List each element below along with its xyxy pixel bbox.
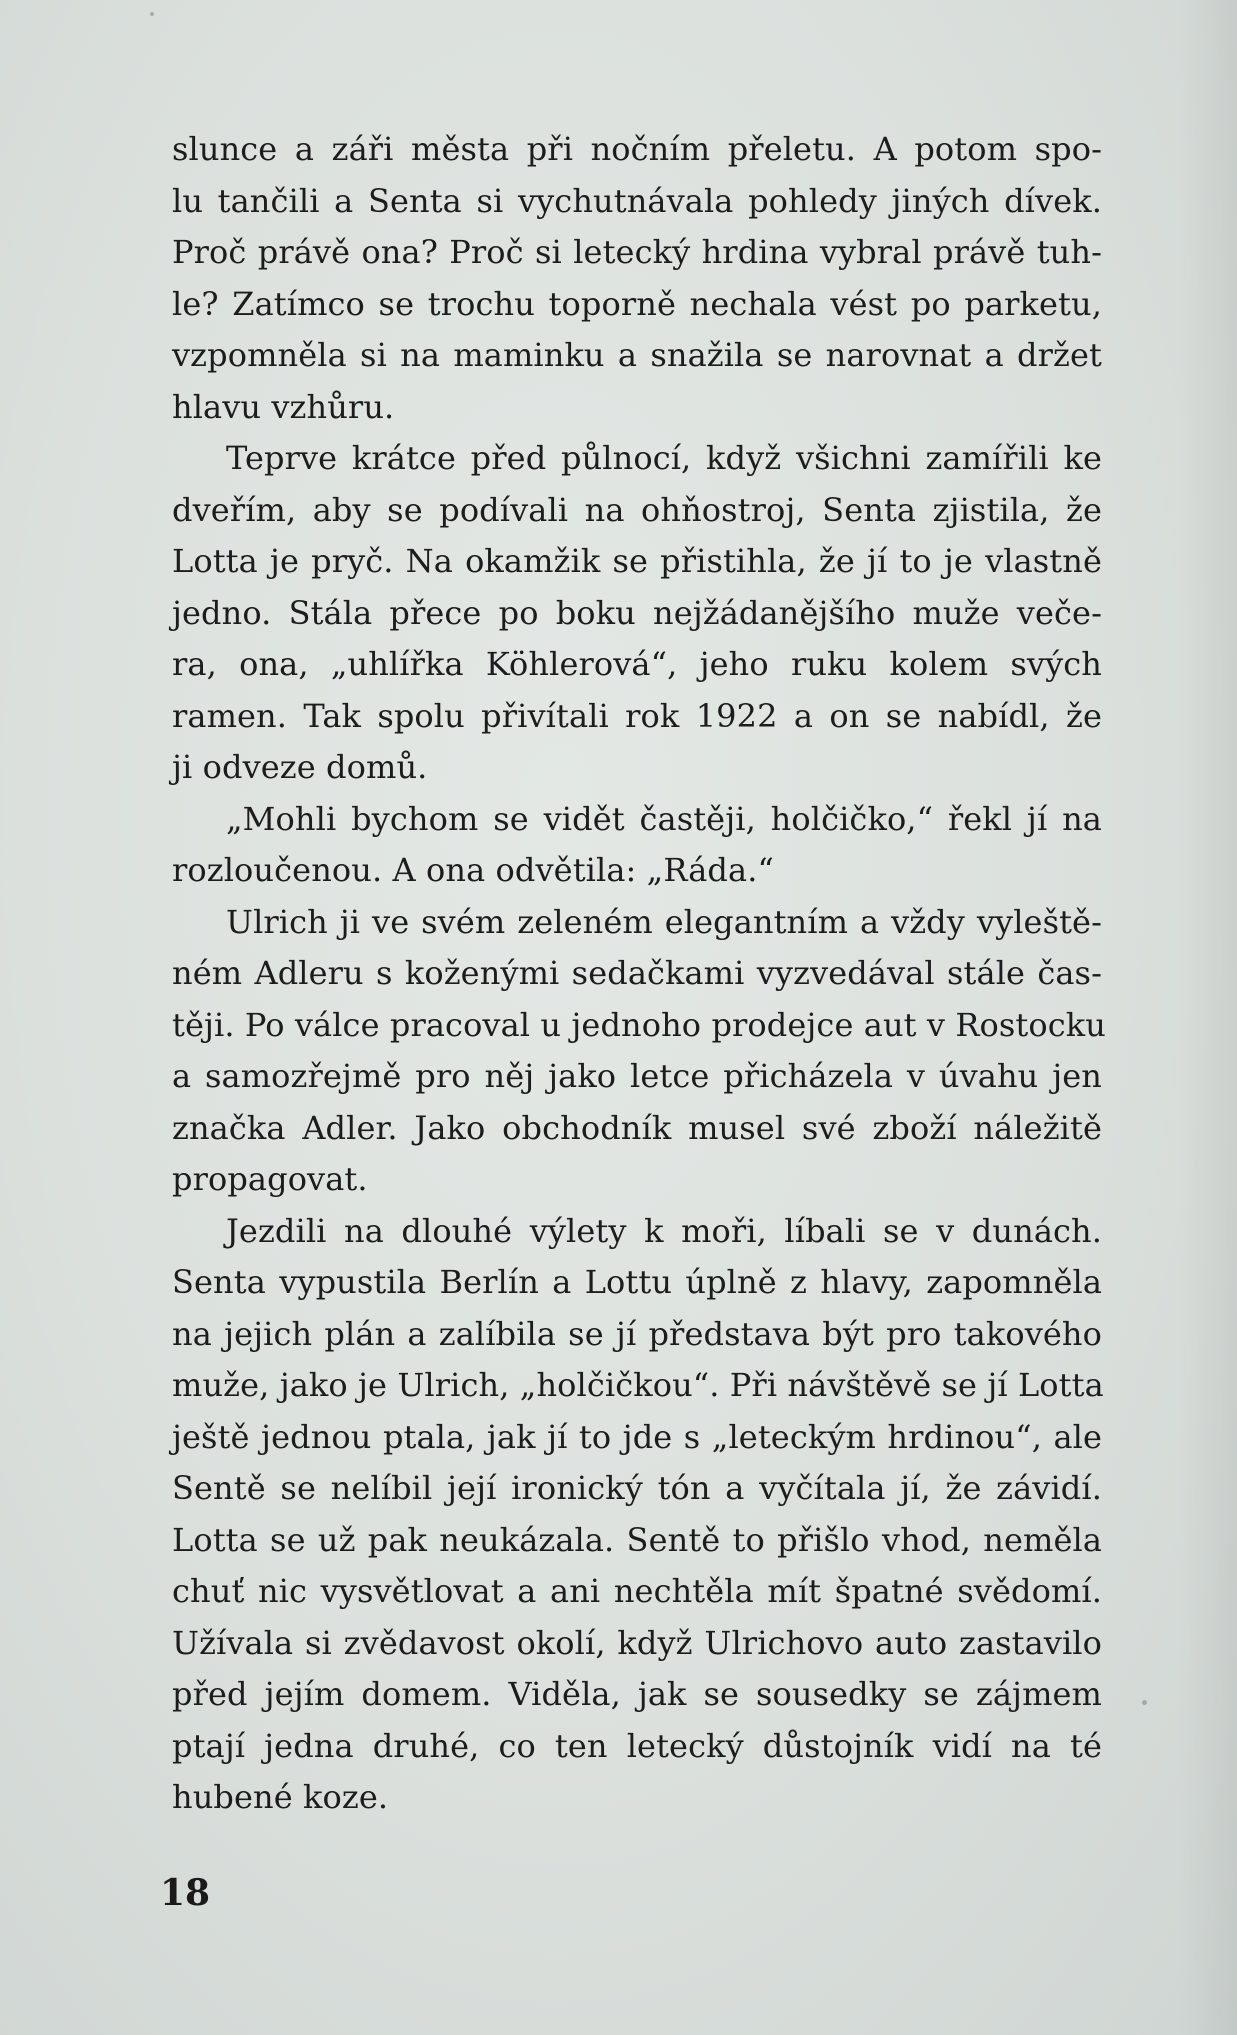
paragraph	[172, 433, 1102, 794]
text-line: „Mohli bychom se vidět častěji, holčičko,“ řekl jí na	[226, 799, 1102, 838]
text-line: ramen. Tak spolu přivítali rok 1922 a on se nabídl, že	[172, 696, 1102, 735]
text-line: vzpomněla si na maminku a snažila se narovnat a držet	[172, 336, 1102, 374]
text-line: těji. Po válce pracoval u jednoho prodejce aut v Rostocku	[172, 1005, 1106, 1044]
body-text	[172, 124, 1106, 1824]
text-line: chuť nic vysvětlovat a ani nechtěla mít špatné svědomí.	[172, 1572, 1102, 1610]
text-line: ném Adleru s koženými sedačkami vyzvedával stále čas-	[172, 954, 1102, 992]
text-line: Ulrich ji ve svém zeleném elegantním a vždy vyleště-	[226, 902, 1102, 941]
paragraph	[172, 794, 1102, 897]
text-line: ji odveze domů.	[172, 748, 428, 786]
text-line: le? Zatímco se trochu toporně nechala vést po parketu,	[172, 284, 1102, 323]
text-line: a samozřejmě pro něj jako letce přicházela v úvahu jen	[172, 1057, 1102, 1095]
text-line: na jejich plán a zalíbila se jí představa být pro takového	[172, 1314, 1102, 1353]
text-line: Sentě se nelíbil její ironický tón a vyčítala jí, že závidí.	[172, 1469, 1102, 1507]
text-line: ptají jedna druhé, co ten letecký důstojník vidí na té	[172, 1726, 1102, 1765]
paper-speck	[150, 12, 154, 16]
paragraph	[172, 124, 1102, 433]
text-line: jedno. Stála přece po boku nejžádanějšího muže veče-	[172, 593, 1102, 632]
paragraph	[172, 1206, 1102, 1824]
text-line: Senta vypustila Berlín a Lottu úplně z hlavy, zapomněla	[172, 1263, 1102, 1301]
text-line: hubené koze.	[172, 1778, 389, 1816]
page-number: 18	[160, 1872, 211, 1914]
text-line: muže, jako je Ulrich, „holčičkou“. Při návštěvě se jí Lotta	[172, 1366, 1104, 1404]
text-line: lu tančili a Senta si vychutnávala pohledy jiných dívek.	[172, 181, 1102, 220]
text-line: slunce a záři města při nočním přeletu. A potom spo-	[172, 130, 1102, 168]
text-line: Proč právě ona? Proč si letecký hrdina vybral právě tuh-	[172, 233, 1102, 271]
text-line: Teprve krátce před půlnocí, když všichni zamířili ke	[226, 439, 1102, 477]
text-line: propagovat.	[172, 1160, 368, 1198]
text-line: rozloučenou. A ona odvětila: „Ráda.“	[172, 851, 774, 889]
text-line: ještě jednou ptala, jak jí to jde s „leteckým hrdinou“, ale	[172, 1417, 1102, 1456]
text-line: hlavu vzhůru.	[172, 387, 395, 426]
paragraph	[172, 897, 1106, 1206]
text-line: před jejím domem. Viděla, jak se sousedky se zájmem	[172, 1675, 1102, 1713]
text-line: dveřím, aby se podívali na ohňostroj, Senta zjistila, že	[172, 490, 1102, 529]
text-line: značka Adler. Jako obchodník musel své zboží náležitě	[172, 1108, 1102, 1147]
text-line: Lotta je pryč. Na okamžik se přistihla, že jí to je vlastně	[172, 542, 1102, 580]
page-edge-shadow	[1177, 0, 1237, 2035]
text-line: Užívala si zvědavost okolí, když Ulrichovo auto zastavilo	[172, 1623, 1102, 1662]
text-line: Jezdili na dlouhé výlety k moři, líbali se v dunách.	[226, 1211, 1102, 1250]
paper-speck	[1142, 1700, 1147, 1705]
text-line: ra, ona, „uhlířka Köhlerová“, jeho ruku kolem svých	[172, 645, 1102, 683]
text-line: Lotta se už pak neukázala. Sentě to přišlo vhod, neměla	[172, 1520, 1102, 1559]
